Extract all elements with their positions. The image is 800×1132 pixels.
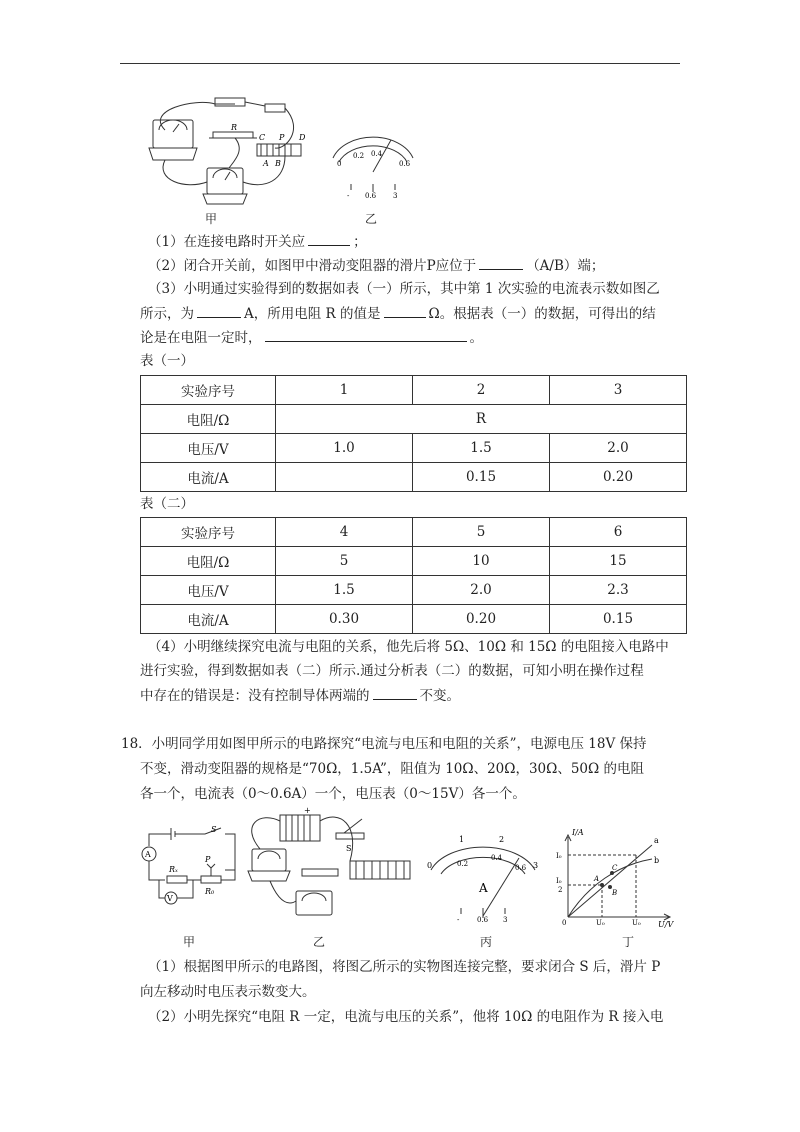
graph-I0: I₀: [556, 852, 562, 860]
table-row: [141, 547, 687, 576]
q17-part4-line1: （4）小明继续探究电流与电阻的关系，他先后将 5Ω、10Ω 和 15Ω 的电阻接入电路中: [148, 639, 669, 655]
header-rule: [120, 63, 680, 64]
graph-U0half: U₀: [596, 919, 605, 927]
table-cell: 2.0: [413, 576, 550, 605]
scale-04: 0.4: [371, 150, 383, 158]
q17-part2: （2）闭合开关前，如图甲中滑动变阻器的滑片P应位于 （A/B）端；: [148, 258, 605, 274]
table-cell: R: [276, 405, 687, 434]
table-cell: 1: [276, 376, 413, 405]
label-R0: R₀: [205, 887, 215, 896]
table-row: [141, 434, 687, 463]
table-cell: 0.15: [413, 463, 550, 492]
table-cell: 2.3: [550, 576, 687, 605]
label-D: D: [299, 133, 305, 142]
table-cell: 0.20: [413, 605, 550, 634]
figure-bottom-ding-graph: [548, 825, 680, 930]
label-C: C: [259, 133, 266, 142]
q18-part1-line2: 向左移动时电压表示数变大。: [140, 984, 316, 1000]
table-cell: 4: [276, 518, 413, 547]
table-row: [141, 376, 687, 405]
graph-label-C: C: [612, 864, 618, 872]
q17-part3-line1: （3）小明通过实验得到的数据如表（一）所示，其中第 1 次实验的电流表示数如图乙: [148, 281, 660, 297]
terminal-minus: -: [457, 916, 460, 923]
scale-04: 0.4: [491, 854, 503, 862]
scale-02: 0.2: [457, 860, 469, 868]
scale-06: 0.6: [515, 864, 527, 872]
table-cell: 15: [550, 547, 687, 576]
table-cell: 电流/A: [141, 605, 276, 634]
q18-part2-line1: （2）小明先探究“电阻 R 一定，电流与电压的关系”，他将 10Ω 的电阻作为 R 接入电: [148, 1009, 664, 1025]
answer-blank[interactable]: [373, 686, 417, 700]
q18-intro-line1: 18．小明同学用如图甲所示的电路探究“电流与电压和电阻的关系”，电源电压 18V 保持: [121, 736, 647, 752]
table-cell: [276, 463, 413, 492]
table2-title: 表（二）: [140, 496, 194, 512]
caption-top-yi: 乙: [365, 212, 378, 226]
table-cell: 10: [413, 547, 550, 576]
label-P: P: [205, 855, 211, 864]
answer-blank[interactable]: [308, 232, 350, 246]
table-row: [141, 518, 687, 547]
graph-label-b: b: [654, 856, 660, 865]
table-cell: 5: [413, 518, 550, 547]
q17-part1: （1）在连接电路时开关应 ；: [148, 234, 367, 250]
q18-part1-line1: （1）根据图甲所示的电路图，将图乙所示的实物图连接完整，要求闭合 S 后，滑片 P: [148, 959, 661, 975]
graph-I0half-den: 2: [558, 886, 563, 894]
caption-bottom-jia: 甲: [183, 935, 196, 949]
table-cell: 0.15: [550, 605, 687, 634]
table-cell: 5: [276, 547, 413, 576]
q17-part3-line3: 论是在电阻一定时， 。: [140, 330, 483, 346]
scale-0: 0: [337, 160, 342, 168]
graph-yaxis-label: I/A: [572, 828, 584, 837]
figure-top-yi-ammeter: [325, 132, 420, 202]
q18-intro-line2: 不变，滑动变阻器的规格是“70Ω，1.5A”，阻值为 10Ω、20Ω，30Ω、50Ω 的电阻: [140, 761, 644, 777]
table1-title: 表（一）: [140, 353, 194, 369]
answer-blank[interactable]: [479, 256, 523, 270]
graph-U0: U₀: [632, 919, 641, 927]
caption-bottom-bing: 丙: [480, 935, 493, 949]
caption-bottom-ding: 丁: [622, 935, 635, 949]
terminal-06: 0.6: [477, 916, 489, 923]
table1: [140, 375, 687, 492]
graph-label-A: A: [594, 875, 600, 883]
meter-letter-A: A: [479, 881, 488, 895]
table-cell: 1.0: [276, 434, 413, 463]
graph-xaxis-label: U/V: [658, 920, 674, 929]
figure-top-jia: [135, 90, 305, 210]
terminal-3: 3: [393, 192, 398, 200]
table-cell: 0.20: [550, 463, 687, 492]
label-Rx: Rₓ: [169, 865, 178, 874]
scale-1: 1: [459, 835, 465, 844]
graph-origin: 0: [562, 919, 567, 927]
table-cell: 3: [550, 376, 687, 405]
point-A: [600, 883, 604, 887]
answer-blank[interactable]: [384, 304, 426, 318]
figure-bottom-bing-ammeter: [423, 828, 543, 923]
table-cell: 2: [413, 376, 550, 405]
figure-bottom-yi-setup: [240, 805, 420, 925]
table-row: [141, 605, 687, 634]
table-cell: 实验序号: [141, 518, 276, 547]
label-R: R: [231, 123, 238, 132]
table2: [140, 517, 687, 634]
terminal-06: 0.6: [365, 192, 377, 200]
label-voltmeter-V: V: [167, 894, 173, 903]
q17-part4-line2: 进行实验，得到数据如表（二）所示.通过分析表（二）的数据，可知小明在操作过程: [140, 663, 644, 679]
label-S-physical: S: [346, 844, 352, 853]
graph-label-a: a: [654, 836, 659, 845]
table-row: [141, 576, 687, 605]
scale-2: 2: [499, 835, 505, 844]
scale-02: 0.2: [353, 152, 365, 160]
table-cell: 电压/V: [141, 576, 276, 605]
table-cell: 1.5: [413, 434, 550, 463]
scale-0: 0: [427, 861, 433, 870]
scale-06: 0.6: [399, 160, 411, 168]
q17-part3-line2: 所示，为 A，所用电阻 R 的值是 Ω。根据表（一）的数据，可得出的结: [140, 306, 656, 322]
table-cell: 实验序号: [141, 376, 276, 405]
table-row: [141, 463, 687, 492]
figure-bottom-jia-circuit: [135, 818, 245, 913]
scale-3: 3: [533, 861, 539, 870]
label-ammeter-A: A: [145, 850, 151, 859]
label-S: S: [211, 825, 217, 834]
label-plus: +: [304, 806, 311, 815]
table-cell: 0.30: [276, 605, 413, 634]
answer-blank[interactable]: [197, 304, 241, 318]
answer-blank[interactable]: [265, 328, 467, 342]
table-cell: 电阻/Ω: [141, 547, 276, 576]
q18-intro-line3: 各一个，电流表（0～0.6A）一个，电压表（0～15V）各一个。: [140, 786, 526, 802]
label-A: A: [263, 159, 269, 168]
terminal-3: 3: [503, 916, 508, 923]
table-row: [141, 405, 687, 434]
table-cell: 电流/A: [141, 463, 276, 492]
terminal-minus: -: [347, 192, 350, 200]
table-cell: 电阻/Ω: [141, 405, 276, 434]
table-cell: 电压/V: [141, 434, 276, 463]
graph-I0half-num: I₀: [556, 877, 562, 885]
table-cell: 6: [550, 518, 687, 547]
label-P: P: [279, 133, 285, 142]
caption-bottom-yi: 乙: [313, 935, 326, 949]
caption-top-jia: 甲: [205, 212, 218, 226]
graph-label-B: B: [612, 889, 618, 897]
table-cell: 2.0: [550, 434, 687, 463]
label-B: B: [275, 159, 281, 168]
q17-part4-line3: 中存在的错误是：没有控制导体两端的 不变。: [140, 688, 460, 704]
table-cell: 1.5: [276, 576, 413, 605]
